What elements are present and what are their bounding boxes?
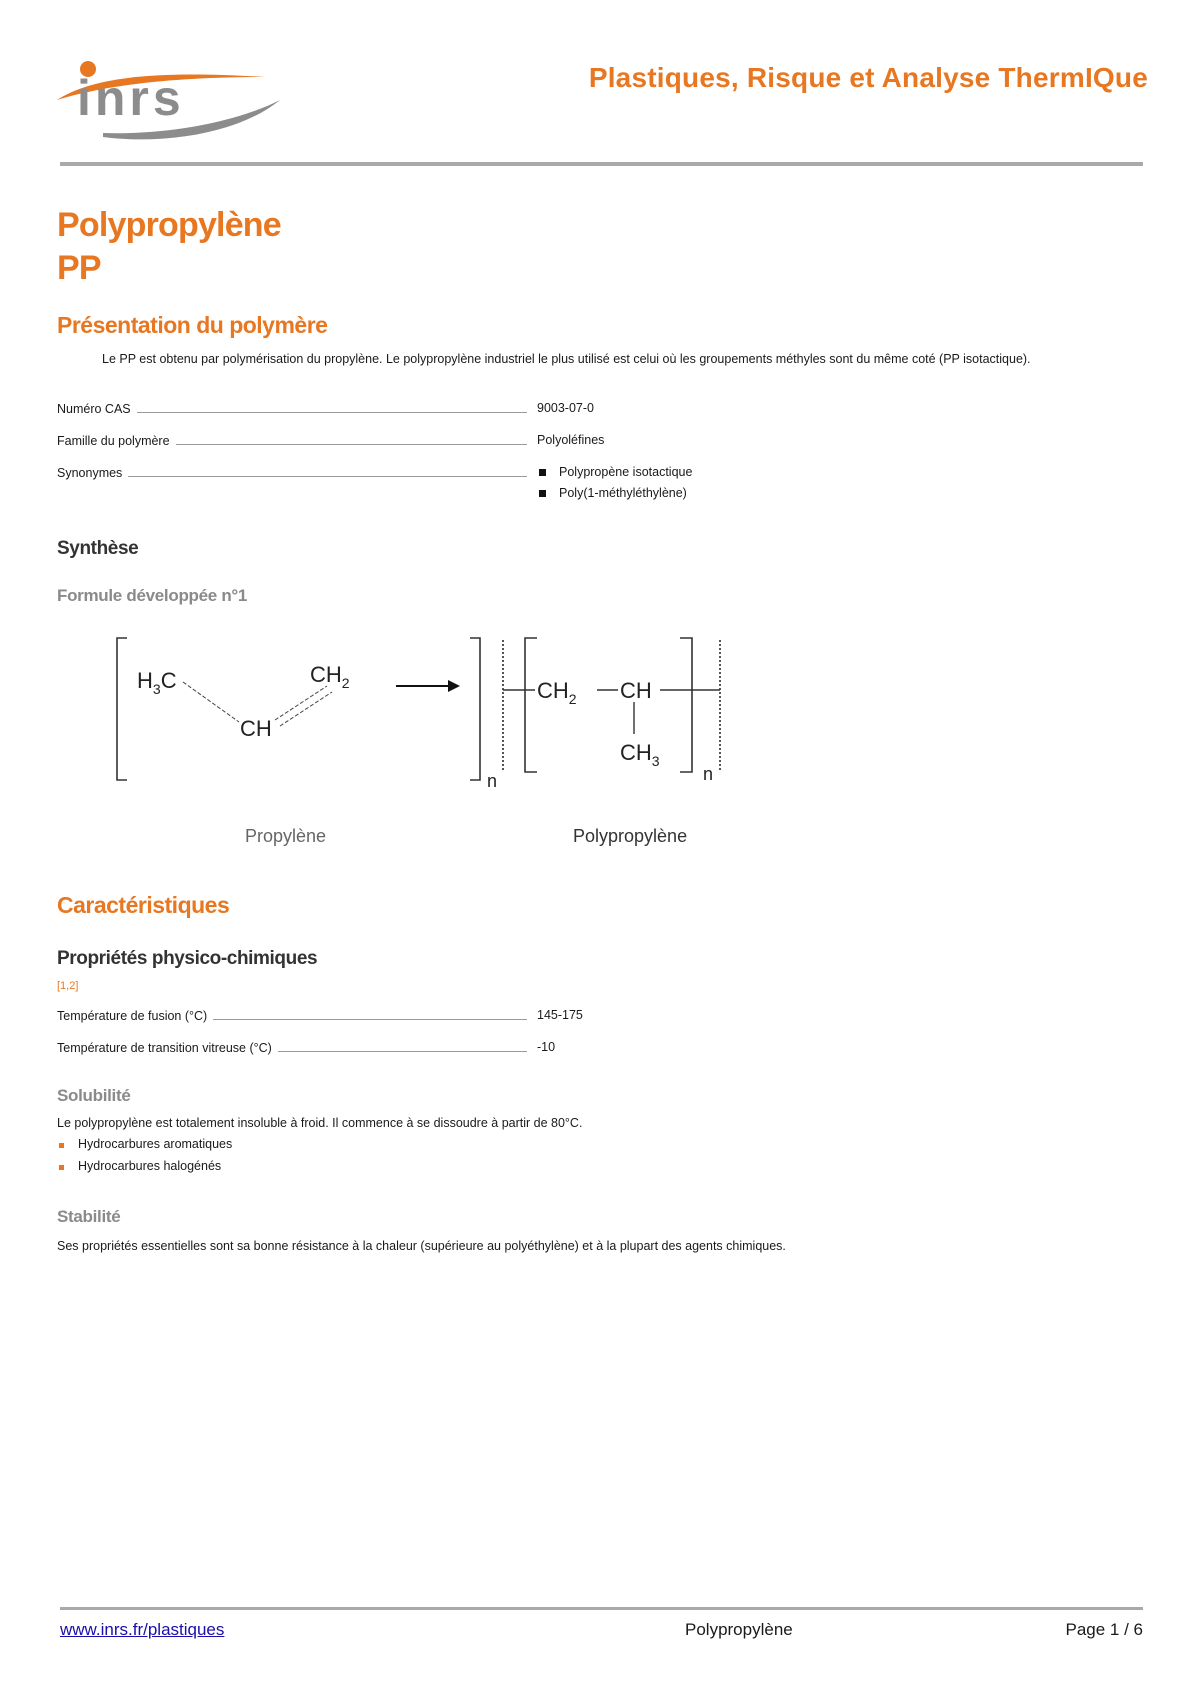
field-value-melting: 145-175 [537, 1008, 583, 1022]
field-row-melting [57, 1005, 527, 1023]
caption-monomer: Propylène [245, 826, 327, 846]
section-heading-caracteristiques: Caractéristiques [57, 892, 230, 918]
footer-document-name: Polypropylène [685, 1620, 793, 1639]
section-heading-presentation: Présentation du polymère [57, 312, 328, 338]
bond-double-b [280, 692, 332, 726]
title-abbreviation: PP [57, 249, 101, 287]
field-label: Famille du polymère [57, 434, 170, 448]
field-label: Synonymes [57, 466, 123, 480]
list-item: Hydrocarbures aromatiques [57, 1137, 232, 1159]
svg-text:inrs: inrs [77, 70, 185, 126]
formula-poly-ch3: $CH_3$ [620, 740, 660, 769]
field-row-cas [57, 398, 527, 416]
site-title: Plastiques, Risque et Analyse ThermIQue [588, 62, 1148, 93]
caption-polymer: Polypropylène [573, 826, 688, 846]
leader-line [278, 1051, 527, 1052]
footer-divider [60, 1607, 1143, 1610]
footer-website-link[interactable]: www.inrs.fr/plastiques [60, 1620, 225, 1639]
footer-page-number: Page 1 / 6 [1065, 1620, 1143, 1639]
solubilite-text: Le polypropylène est totalement insoluble à froid. Il commence à se dissoudre à partir de 80°C. [57, 1116, 583, 1130]
bond-double-a [275, 686, 327, 720]
leader-line [176, 444, 527, 445]
bond-single [183, 682, 239, 722]
field-value-family: Polyoléfines [537, 433, 605, 447]
title-polymer-name: Polypropylène [57, 206, 281, 244]
formula-ch: CH [240, 716, 272, 741]
leader-line [137, 412, 527, 413]
page-title [57, 204, 281, 290]
field-label: Température de fusion (°C) [57, 1009, 208, 1023]
arrow-head [448, 680, 460, 692]
field-row-family [57, 430, 527, 448]
subsection-heading-solubilite: Solubilité [57, 1086, 131, 1105]
field-value-glass-transition: -10 [537, 1040, 556, 1054]
structural-formula [115, 630, 775, 860]
poly-bracket-left [525, 638, 537, 772]
leader-line [213, 1019, 527, 1020]
formula-n-polymer: n [703, 764, 714, 784]
bracket-right [470, 638, 480, 780]
inrs-logo [55, 55, 305, 150]
poly-bracket-right [680, 638, 692, 772]
formula-heading: Formule développée n°1 [57, 586, 248, 605]
field-value-cas: 9003-07-0 [537, 401, 594, 415]
presentation-text: Le PP est obtenu par polymérisation du propylène. Le polypropylène industriel le plus utilisé est celui où les groupements méthyles sont du même coté (PP isotactique). [102, 352, 1031, 366]
list-item: Poly(1-méthyléthylène) [537, 486, 692, 507]
bracket-left [117, 638, 127, 780]
field-row-synonyms [57, 462, 527, 480]
field-row-glass-transition [57, 1037, 527, 1055]
list-item: Polypropène isotactique [537, 465, 692, 486]
solvents-list [57, 1137, 232, 1181]
subsection-heading-physico: Propriétés physico-chimiques [57, 948, 318, 969]
field-label: Numéro CAS [57, 402, 131, 416]
formula-n-monomer: n [487, 771, 498, 791]
leader-line [128, 476, 527, 477]
subsection-heading-stabilite: Stabilité [57, 1207, 121, 1226]
list-item: Hydrocarbures halogénés [57, 1159, 232, 1181]
formula-poly-ch: CH [620, 678, 652, 703]
synonyms-list [537, 465, 692, 507]
formula-h3c: $H_3C$ [137, 668, 177, 697]
formula-ch2: $CH_2$ [310, 662, 350, 691]
header-divider [60, 162, 1143, 166]
section-heading-synthese: Synthèse [57, 538, 139, 559]
reference-link[interactable]: [1,2] [57, 980, 79, 992]
formula-poly-ch2: $CH_2$ [537, 678, 577, 707]
field-label: Température de transition vitreuse (°C) [57, 1041, 272, 1055]
stabilite-text: Ses propriétés essentielles sont sa bonne résistance à la chaleur (supérieure au polyéthylène) et à la plupart des agents chimiques. [57, 1239, 786, 1253]
